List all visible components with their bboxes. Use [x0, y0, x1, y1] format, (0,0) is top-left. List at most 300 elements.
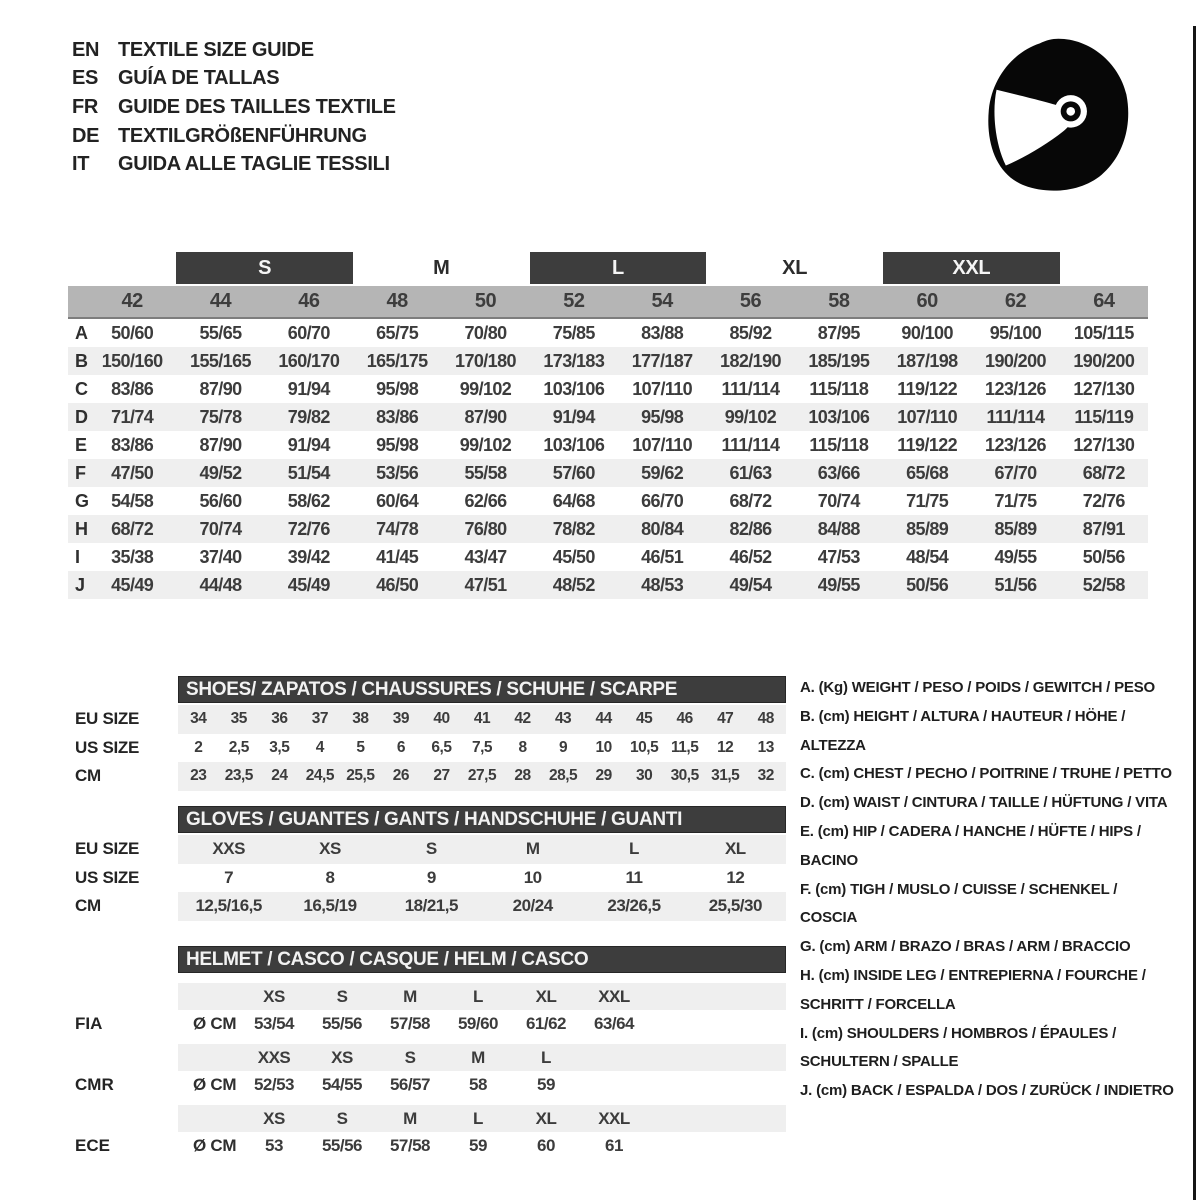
size-group-l: L	[530, 252, 707, 284]
value-cell: 30	[636, 767, 653, 785]
value-cell: 50/60	[111, 322, 154, 343]
language-code: ES	[72, 67, 99, 90]
language-line	[72, 150, 396, 179]
value-cell: 76/80	[464, 518, 507, 539]
value-cell: 43/47	[464, 546, 507, 567]
value-cell: 34	[190, 710, 207, 728]
textile-row-e	[68, 431, 1148, 459]
value-cell: 70/74	[817, 490, 860, 511]
value-cell: 59	[537, 1075, 555, 1094]
language-title: GUIDA ALLE TAGLIE TESSILI	[118, 153, 390, 176]
size-group-xl: XL	[782, 256, 808, 279]
value-cell: 48/52	[552, 574, 595, 595]
value-cell: 41/45	[376, 546, 419, 567]
size-cell: XXL	[598, 1108, 630, 1128]
value-cell: 37	[311, 710, 328, 728]
value-cell: 29	[595, 767, 612, 785]
gloves-row-eu-size	[68, 835, 786, 864]
textile-row-h	[68, 515, 1148, 543]
textile-row-a	[68, 319, 1148, 347]
legend-item-e: E. (cm) HIP / CADERA / HANCHE / HÜFTE / HIPS / BACINO	[800, 822, 1141, 869]
value-cell: 64/68	[552, 490, 595, 511]
language-code: FR	[72, 95, 99, 118]
value-cell: 58	[469, 1075, 487, 1094]
value-cell: 39/42	[287, 546, 330, 567]
value-cell: 71/74	[111, 406, 154, 427]
value-cell: 23	[190, 767, 207, 785]
value-cell: 150/160	[101, 350, 163, 371]
row-label: A	[75, 322, 88, 343]
legend-item-g: G. (cm) ARM / BRAZO / BRAS / ARM / BRACCIO	[800, 938, 1131, 956]
value-cell: 28,5	[548, 767, 578, 785]
value-cell: 87/90	[199, 434, 242, 455]
size-cell: XL	[535, 1108, 557, 1128]
value-cell: 43	[554, 710, 572, 728]
language-code: EN	[72, 38, 100, 61]
value-cell: 44	[595, 710, 612, 728]
value-cell: 111/114	[721, 434, 780, 455]
language-code: IT	[72, 153, 90, 176]
value-cell: 78/82	[552, 518, 595, 539]
row-label: CM	[75, 766, 101, 786]
value-cell: 72/76	[1082, 490, 1125, 511]
language-line	[72, 93, 396, 122]
value-cell: 83/88	[641, 322, 684, 343]
value-cell: 53	[265, 1136, 283, 1155]
textile-row-i	[68, 543, 1148, 571]
value-cell: 30,5	[670, 767, 699, 785]
size-cell: M	[471, 1047, 485, 1067]
legend-item-d: D. (cm) WAIST / CINTURA / TAILLE / HÜFTUNG / VITA	[800, 794, 1168, 812]
value-cell: 55/65	[199, 322, 242, 343]
size-cell: XL	[535, 986, 557, 1006]
value-cell: 71/75	[906, 490, 949, 511]
textile-row-b	[68, 347, 1148, 375]
language-line	[72, 36, 396, 65]
value-cell: S	[425, 839, 437, 859]
value-cell: XXS	[212, 839, 245, 859]
helmet-sizes-cmr	[178, 1044, 786, 1071]
value-cell: 123/126	[985, 378, 1046, 399]
value-cell: 36	[271, 710, 288, 728]
helmet-values-fia	[68, 1010, 786, 1038]
value-cell: 49/52	[199, 462, 242, 483]
value-cell: 58/62	[287, 490, 330, 511]
row-label: J	[75, 574, 86, 595]
legend-item-h: H. (cm) INSIDE LEG / ENTREPIERNA / FOURCHE / SCHRITT / FORCELLA	[800, 966, 1146, 1013]
row-values	[178, 892, 786, 921]
value-cell: 87/90	[464, 406, 507, 427]
value-cell: M	[525, 839, 540, 859]
value-cell: 28	[514, 767, 531, 785]
row-values	[178, 835, 786, 864]
language-title: TEXTILE SIZE GUIDE	[118, 38, 314, 61]
textile-measurement-rows	[68, 319, 1148, 599]
value-cell: 45/50	[552, 546, 595, 567]
value-cell: 50/56	[1082, 546, 1125, 567]
value-cell: 48/54	[906, 546, 949, 567]
diameter-unit-label: Ø CM	[193, 1014, 237, 1033]
gloves-row-cm	[68, 892, 786, 921]
standard-label: ECE	[75, 1136, 110, 1155]
value-cell: 155/165	[190, 350, 251, 371]
value-cell: 111/114	[721, 378, 780, 399]
value-cell: 47	[717, 710, 734, 728]
row-label: C	[75, 378, 88, 399]
row-label: E	[75, 434, 88, 455]
size-cell: M	[403, 1108, 417, 1128]
value-cell: 52/53	[253, 1075, 295, 1094]
size-column-56: 56	[739, 290, 762, 312]
value-cell: 70/80	[464, 322, 507, 343]
value-cell: 2,5	[228, 738, 249, 756]
value-cell: 48/53	[641, 574, 684, 595]
language-title: GUIDE DES TAILLES TEXTILE	[118, 95, 396, 118]
value-cell: 103/106	[543, 378, 605, 399]
value-cell: 63/66	[817, 462, 860, 483]
size-column-58: 58	[828, 290, 850, 312]
value-cell: 127/130	[1073, 434, 1135, 455]
value-cell: 59	[469, 1136, 487, 1155]
value-cell: 160/170	[278, 350, 340, 371]
value-cell: 68/72	[729, 490, 772, 511]
value-cell: 16,5/19	[303, 896, 357, 916]
value-cell: 3,5	[269, 738, 290, 756]
legend-item-a: A. (Kg) WEIGHT / PESO / POIDS / GEWITCH / PESO	[800, 679, 1155, 696]
value-cell: 23,5	[224, 767, 253, 785]
value-cell: 99/102	[459, 378, 512, 399]
value-cell: 95/100	[989, 322, 1042, 343]
size-cell: XXL	[598, 986, 630, 1006]
value-cell: 6	[396, 738, 405, 756]
value-cell: 119/122	[897, 378, 958, 399]
value-cell: 85/89	[906, 518, 949, 539]
value-cell: 119/122	[897, 434, 958, 455]
value-cell: 87/91	[1082, 518, 1125, 539]
value-cell: 55/56	[321, 1014, 363, 1033]
value-cell: 56/57	[389, 1075, 431, 1094]
value-cell: 84/88	[817, 518, 860, 539]
row-label: G	[75, 490, 90, 511]
legend-item-j: J. (cm) BACK / ESPALDA / DOS / ZURÜCK / INDIETRO	[800, 1082, 1174, 1100]
size-cell: S	[404, 1047, 416, 1067]
value-cell: 54/58	[111, 490, 154, 511]
value-cell: 35	[230, 710, 247, 728]
value-cell: XS	[319, 839, 341, 859]
language-title-block	[72, 36, 396, 179]
racing-helmet-icon	[978, 32, 1148, 200]
diameter-unit-label: Ø CM	[193, 1075, 237, 1094]
size-column-52: 52	[563, 290, 585, 312]
value-cell: 61	[605, 1136, 623, 1155]
size-cell: L	[473, 1108, 483, 1128]
size-column-64: 64	[1093, 290, 1115, 312]
legend-item-i: I. (cm) SHOULDERS / HOMBROS / ÉPAULES / SCHULTERN / SPALLE	[800, 1024, 1117, 1071]
value-cell: 71/75	[994, 490, 1037, 511]
value-cell: 170/180	[455, 350, 516, 371]
value-cell: 10,5	[630, 738, 659, 756]
size-cell: XXS	[257, 1047, 291, 1067]
value-cell: 187/198	[896, 350, 958, 371]
size-cell: L	[541, 1047, 551, 1067]
value-cell: 6,5	[431, 738, 452, 756]
value-cell: 75/78	[199, 406, 242, 427]
value-cell: 107/110	[897, 406, 958, 427]
size-cell: XS	[263, 1108, 285, 1128]
value-cell: 63/64	[593, 1014, 635, 1033]
size-group-s: S	[176, 252, 353, 284]
value-cell: 12,5/16,5	[195, 896, 262, 916]
value-cell: 123/126	[985, 434, 1046, 455]
value-cell: 90/100	[901, 322, 953, 343]
value-cell: 55/58	[464, 462, 507, 483]
value-cell: 51/56	[994, 574, 1037, 595]
textile-row-j	[68, 571, 1148, 599]
size-column-62: 62	[1004, 290, 1027, 312]
textile-row-c	[68, 375, 1148, 403]
size-group-band	[68, 252, 1148, 284]
value-cell: 52/58	[1082, 574, 1125, 595]
row-label: EU SIZE	[75, 839, 140, 859]
value-cell: 68/72	[111, 518, 154, 539]
value-cell: 87/95	[817, 322, 860, 343]
value-cell: 32	[757, 767, 774, 785]
value-cell: 60	[537, 1136, 555, 1155]
value-cell: 49/55	[994, 546, 1037, 567]
value-cell: 65/68	[906, 462, 949, 483]
gloves-table-title: GLOVES / GUANTES / GANTS / HANDSCHUHE / GUANTI	[178, 806, 786, 833]
value-cell: 47/51	[464, 574, 507, 595]
value-cell: 25,5	[346, 767, 375, 785]
value-cell: 115/119	[1074, 406, 1134, 427]
value-cell: 49/54	[729, 574, 772, 595]
value-cell: 31,5	[711, 767, 740, 785]
value-cell: 50/56	[906, 574, 949, 595]
value-cell: 103/106	[808, 406, 870, 427]
value-cell: 177/187	[631, 350, 693, 371]
value-cell: 8	[518, 738, 527, 756]
textile-size-table	[68, 252, 1148, 599]
row-values	[178, 734, 786, 763]
shoes-row-eu-size	[68, 705, 786, 734]
value-cell: 51/54	[287, 462, 330, 483]
shoes-row-cm	[68, 762, 786, 791]
value-cell: 83/86	[376, 406, 419, 427]
value-cell: 7	[224, 867, 234, 887]
value-cell: 35/38	[111, 546, 154, 567]
value-cell: 91/94	[287, 434, 330, 455]
value-cell: 85/89	[994, 518, 1037, 539]
value-cell: 107/110	[632, 378, 693, 399]
diameter-unit-label: Ø CM	[193, 1136, 237, 1155]
row-label: EU SIZE	[75, 709, 140, 729]
value-cell: 190/200	[985, 350, 1046, 371]
shoes-row-us-size	[68, 734, 786, 763]
row-label: I	[75, 546, 81, 567]
value-cell: 42	[514, 710, 531, 728]
value-cell: 61/63	[729, 462, 772, 483]
value-cell: 46/52	[729, 546, 772, 567]
value-cell: 47/50	[111, 462, 154, 483]
textile-row-d	[68, 403, 1148, 431]
size-column-48: 48	[386, 290, 408, 312]
value-cell: 80/84	[641, 518, 684, 539]
value-cell: 173/183	[543, 350, 605, 371]
value-cell: 99/102	[459, 434, 512, 455]
value-cell: 49/55	[817, 574, 860, 595]
size-group-xxl: XXL	[883, 252, 1060, 284]
value-cell: 57/58	[389, 1136, 431, 1155]
row-values	[178, 705, 786, 734]
value-cell: 46/50	[376, 574, 419, 595]
value-cell: 45	[636, 710, 653, 728]
value-cell: 82/86	[729, 518, 772, 539]
value-cell: 24	[271, 767, 288, 785]
value-cell: 115/118	[809, 378, 869, 399]
value-cell: XL	[724, 839, 746, 859]
value-cell: 83/86	[111, 378, 154, 399]
value-cell: 95/98	[641, 406, 684, 427]
helmet-sizes-ece	[178, 1105, 786, 1132]
value-cell: 68/72	[1082, 462, 1125, 483]
row-label: B	[75, 350, 88, 371]
value-cell: 53/54	[253, 1014, 295, 1033]
value-cell: 37/40	[199, 546, 242, 567]
value-cell: 75/85	[552, 322, 595, 343]
helmet-sizes-fia	[178, 983, 786, 1010]
value-cell: 25,5/30	[708, 896, 762, 916]
row-label: F	[75, 462, 86, 483]
value-cell: 47/53	[817, 546, 860, 567]
legend-item-f: F. (cm) TIGH / MUSLO / CUISSE / SCHENKEL / COSCIA	[800, 880, 1118, 927]
size-column-46: 46	[298, 290, 320, 312]
size-group-m: M	[433, 256, 450, 279]
value-cell: 55/56	[321, 1136, 363, 1155]
value-cell: 40	[433, 710, 450, 728]
gloves-size-table	[68, 806, 786, 921]
value-cell: 91/94	[552, 406, 595, 427]
language-title: GUÍA DE TALLAS	[118, 67, 280, 90]
value-cell: 66/70	[641, 490, 684, 511]
value-cell: 23/26,5	[607, 896, 661, 916]
value-cell: 44/48	[199, 574, 242, 595]
row-values	[178, 762, 786, 791]
value-cell: 18/21,5	[404, 896, 458, 916]
value-cell: 115/118	[809, 434, 869, 455]
value-cell: 5	[356, 738, 365, 756]
language-line	[72, 122, 396, 151]
scan-edge-line	[1193, 26, 1196, 1200]
size-cell: XS	[331, 1047, 353, 1067]
row-label: CM	[75, 896, 101, 916]
size-cell: S	[336, 986, 348, 1006]
value-cell: 83/86	[111, 434, 154, 455]
row-label: US SIZE	[75, 737, 140, 757]
value-cell: 9	[426, 867, 436, 887]
value-cell: 74/78	[376, 518, 419, 539]
value-cell: 12	[726, 867, 745, 887]
value-cell: 56/60	[199, 490, 242, 511]
value-cell: 185/195	[808, 350, 870, 371]
value-cell: 27,5	[467, 767, 497, 785]
value-cell: 57/58	[389, 1014, 431, 1033]
value-cell: 8	[325, 867, 335, 887]
value-cell: 72/76	[287, 518, 330, 539]
language-title: TEXTILGRÖßENFÜHRUNG	[118, 124, 367, 147]
shoes-table-title: SHOES/ ZAPATOS / CHAUSSURES / SCHUHE / SCARPE	[178, 676, 786, 703]
legend-item-b: B. (cm) HEIGHT / ALTURA / HAUTEUR / HÖHE / ALTEZZA	[800, 707, 1126, 754]
helmet-values-ece	[68, 1132, 786, 1160]
value-cell: 127/130	[1073, 378, 1135, 399]
value-cell: 39	[392, 710, 410, 728]
helmet-values-cmr	[68, 1071, 786, 1099]
row-label: H	[75, 518, 88, 539]
value-cell: 46/51	[641, 546, 684, 567]
value-cell: 11	[625, 867, 643, 887]
row-values	[178, 864, 786, 893]
value-cell: 182/190	[720, 350, 781, 371]
size-column-54: 54	[651, 290, 673, 312]
value-cell: 105/115	[1073, 322, 1134, 343]
value-cell: 91/94	[287, 378, 330, 399]
value-cell: 20/24	[512, 896, 553, 916]
measurement-legend	[800, 674, 1178, 1106]
helmet-size-table	[68, 946, 786, 1160]
row-label: US SIZE	[75, 867, 140, 887]
value-cell: 87/90	[199, 378, 242, 399]
value-cell: 12	[717, 738, 734, 756]
standard-label: CMR	[75, 1075, 114, 1094]
value-cell: 95/98	[376, 434, 419, 455]
value-cell: 61/62	[525, 1014, 567, 1033]
value-cell: L	[629, 839, 639, 859]
value-cell: 10	[523, 867, 542, 887]
value-cell: 190/200	[1073, 350, 1135, 371]
language-line	[72, 65, 396, 94]
value-cell: 7,5	[471, 738, 493, 756]
value-cell: 38	[352, 710, 369, 728]
value-cell: 67/70	[994, 462, 1037, 483]
value-cell: 11,5	[671, 738, 699, 756]
gloves-row-us-size	[68, 864, 786, 893]
numeric-size-band	[68, 286, 1148, 319]
value-cell: 57/60	[552, 462, 595, 483]
textile-row-f	[68, 459, 1148, 487]
value-cell: 9	[559, 738, 568, 756]
value-cell: 54/55	[321, 1075, 363, 1094]
size-column-60: 60	[916, 290, 938, 312]
value-cell: 95/98	[376, 378, 419, 399]
value-cell: 46	[676, 710, 693, 728]
size-cell: XS	[263, 986, 285, 1006]
value-cell: 59/60	[457, 1014, 499, 1033]
value-cell: 48	[757, 710, 774, 728]
value-cell: 26	[392, 767, 410, 785]
value-cell: 107/110	[632, 434, 693, 455]
value-cell: 10	[595, 738, 612, 756]
value-cell: 85/92	[729, 322, 772, 343]
size-column-50: 50	[474, 290, 497, 312]
textile-row-g	[68, 487, 1148, 515]
value-cell: 70/74	[199, 518, 242, 539]
value-cell: 99/102	[724, 406, 777, 427]
value-cell: 79/82	[287, 406, 330, 427]
size-column-42: 42	[121, 290, 143, 312]
legend-item-c: C. (cm) CHEST / PECHO / POITRINE / TRUHE / PETTO	[800, 765, 1172, 783]
value-cell: 4	[315, 738, 324, 756]
standard-label: FIA	[75, 1014, 103, 1033]
value-cell: 165/175	[366, 350, 428, 371]
